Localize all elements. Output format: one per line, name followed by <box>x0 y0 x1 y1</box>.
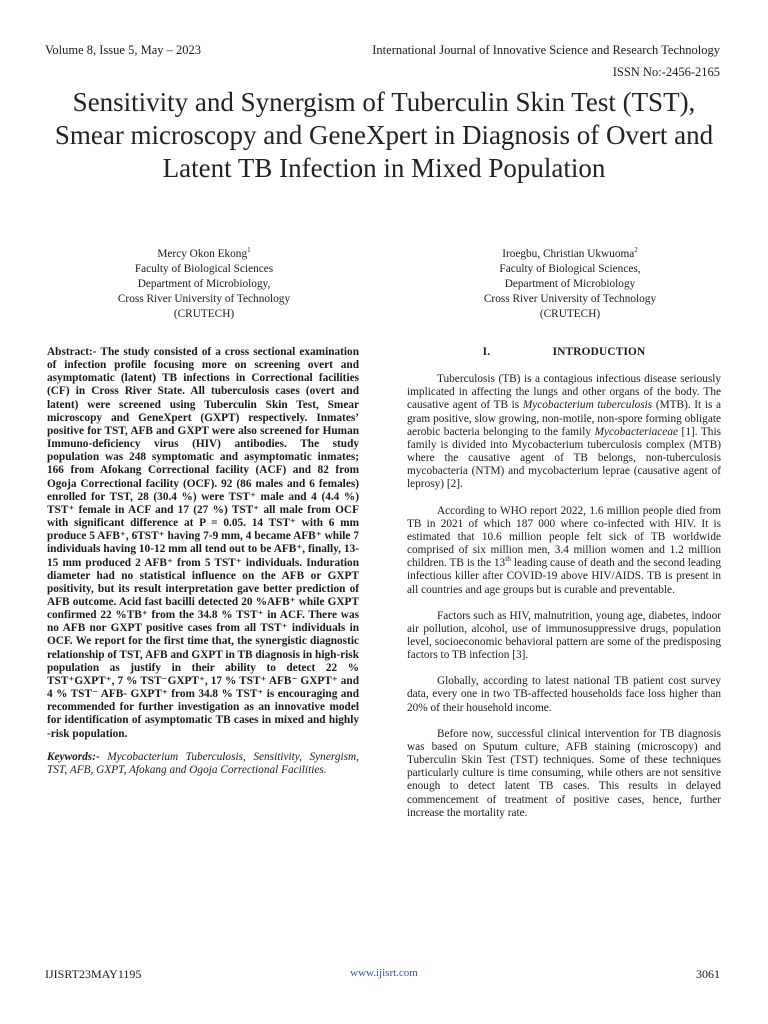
author-mark: 1 <box>247 246 251 255</box>
intro-paragraph-1 <box>407 373 721 491</box>
volume-issue: Volume 8, Issue 5, May – 2023 <box>45 43 202 57</box>
ordinal-suffix: th <box>505 554 512 564</box>
author-name: Mercy Okon Ekong <box>157 248 248 260</box>
intro-paragraph-3: Factors such as HIV, malnutrition, young age, diabetes, indoor air pollution, alcohol, use of immunosuppressive drugs, population level, socioeconomic behavioral pattern are some of the predisposing factors to TB infection [3]. <box>407 609 721 662</box>
issn: ISSN No:-2456-2165 <box>612 65 720 79</box>
text-run: [1]. This family is divided into Mycobacterium tuberculosis complex (MTB) where the causative agent of TB belongs, non-tuberculosis mycobacteria (NTM) and mycobacterium leprae (causative agent of leprosy) [2]. <box>407 425 721 491</box>
abstract <box>47 346 359 741</box>
author-affiliation: Cross River University of Technology <box>117 293 291 305</box>
author-affiliation: Faculty of Biological Sciences <box>134 263 274 275</box>
author-block-2 <box>420 247 720 322</box>
paper-code: IJISRT23MAY1195 <box>45 967 142 981</box>
journal-name: International Journal of Innovative Science and Research Technology <box>372 43 720 57</box>
left-column <box>47 346 359 777</box>
section-number: I. <box>482 346 491 358</box>
paper-title: Sensitivity and Synergism of Tuberculin Skin Test (TST), Smear microscopy and GeneXpert in Diagnosis of Overt and Latent TB Infection in Mixed Population <box>54 87 714 183</box>
family-name: Mycobacteriaceae <box>594 425 678 438</box>
section-title: INTRODUCTION <box>552 346 646 358</box>
author-block-1 <box>54 247 354 322</box>
keywords <box>47 751 359 777</box>
section-heading <box>407 346 721 359</box>
author-affiliation: (CRUTECH) <box>539 308 601 320</box>
abstract-label: Abstract:- <box>47 346 97 358</box>
author-affiliation: Faculty of Biological Sciences, <box>499 263 641 275</box>
keywords-text: Mycobacterium Tuberculosis, Sensitivity, Synergism, TST, AFB, GXPT, Afokang and Ogoja Correctional Facilities. <box>47 750 359 776</box>
species-name: Mycobacterium tuberculosis <box>522 399 653 412</box>
author-affiliation: Cross River University of Technology <box>483 293 657 305</box>
page-number: 3061 <box>696 967 720 981</box>
intro-paragraph-4: Globally, according to latest national TB patient cost survey data, every one in two TB-affected households face loss higher than 20% of their household income. <box>407 675 721 714</box>
text-run: According to WHO report 2022, 1.6 million people died from TB in 2021 of which 187 000 where co-infected with HIV. It is estimated that 10.6 million people felt sick of TB worldwide comprised of six million men, 3.4 million women and 1.2 million children. TB is the 13 <box>407 504 721 570</box>
website-link[interactable]: www.ijisrt.com <box>350 967 418 979</box>
author-affiliation: Department of Microbiology, <box>137 278 271 290</box>
text-run: leading cause of death and the second leading infectious killer after COVID-19 above HIV/AIDS. TB is present in all countries and age groups but is curable and preventable. <box>407 557 721 596</box>
abstract-text: The study consisted of a cross sectional examination of infection profile focusing more on screening overt and asymptomatic (latent) TB infections in Correctional facilities (CF) in Cross River State. All tuberculosis cases (overt and latent) were screened using Tuberculin Skin Test, Smear microscopy and GeneXpert (GXPT) respectively. Inmates’ positive for TST, AFB and GXPT were also screened for Human Immuno-deficiency virus (HIV) antibodies. The study population was 248 symptomatic and asymptomatic inmates; 166 from Afokang Correctional facility (ACF) and 82 from Ogoja Correctional facility (OCF). 92 (86 males and 6 females) enrolled for TST, 28 (30.4 %) were TST⁺ male and 4 (4.4 %) TST⁺ female in ACF and 17 (27 %) TST⁺ all male from OCF with significant difference at P = 0.05. 14 TST⁺ with 6 mm produce 5 AFB⁺, 6TST⁺ having 7-9 mm, 4 became AFB⁺ while 7 individuals having 10-12 mm all tend out to be AFB⁺, finally, 13-15 mm produced 2 AFB⁺ from 5 TST⁺ individuals. Induration diameter had no statistical influence on the AFB or GXPT positivity, but its result interpretation gave better prediction of AFB outcome. Acid fast bacilli detected 20 %AFB⁺ while GXPT confirmed 22 %TB⁺ from the 34.8 % TST⁺ in ACF. There was no AFB nor GXPT positive cases from all TST⁺ individuals in OCF. We report for the first time that, the synergistic diagnostic relationship of TST, AFB and GXPT in TB diagnosis in high-risk population as justify in their ability to detect 22 % TST⁺GXPT⁺, 7 % TST⁻GXPT⁺, 17 % TST⁺ AFB⁻ GXPT⁺ and 4 % TST⁻ AFB- GXPT⁺ from 34.8 % TST⁺ is encouraging and recommended for further investigation as an innovative model for identification of asymptomatic TB cases in mixed and highly -risk population. <box>47 346 359 740</box>
keywords-label: Keywords:- <box>47 750 100 763</box>
author-mark: 2 <box>634 246 638 255</box>
intro-paragraph-2 <box>407 505 721 597</box>
author-name: Iroegbu, Christian Ukwuoma <box>502 248 635 260</box>
intro-paragraph-5: Before now, successful clinical intervention for TB diagnosis was based on Sputum culture, AFB staining (microscopy) and Tuberculin Skin Test (TST) techniques. Some of these techniques particularly culture is time consuming, while others are not sensitive enough to detect latent TB cases. This results in delayed commencement of treatment of positive cases, hence, further increase the mortality rate. <box>407 727 721 819</box>
text-run: Tuberculosis (TB) is a contagious infectious disease seriously implicated in affecting the lungs and other organs of the body. The causative agent of TB is <box>407 373 721 412</box>
text-run: (MTB). It is a gram positive, slow growing, non-motile, non-spore forming obligate aerobic bacteria belonging to the family <box>407 399 721 438</box>
author-affiliation: Department of Microbiology <box>504 278 636 290</box>
author-affiliation: (CRUTECH) <box>173 308 235 320</box>
right-column <box>407 346 721 833</box>
